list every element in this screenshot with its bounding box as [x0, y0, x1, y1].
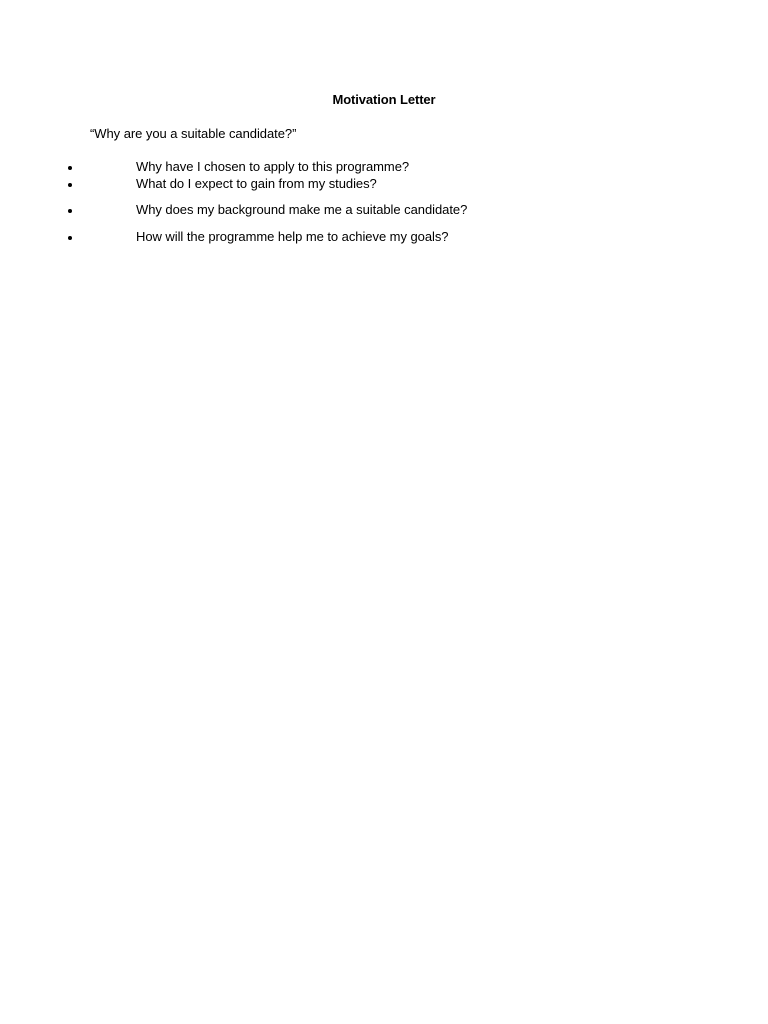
- list-item: [0, 159, 768, 175]
- list-item-text: How will the programme help me to achieve my goals?: [136, 229, 449, 244]
- document-subtitle: “Why are you a suitable candidate?”: [90, 126, 297, 141]
- list-item-text: Why does my background make me a suitable candidate?: [136, 202, 468, 217]
- bullet-icon: [68, 209, 72, 213]
- bullet-icon: [68, 236, 72, 240]
- document-title: Motivation Letter: [332, 92, 436, 107]
- list-item-text: Why have I chosen to apply to this programme?: [136, 159, 410, 174]
- list-item: [0, 176, 768, 192]
- bullet-icon: [68, 166, 72, 170]
- bullet-icon: [68, 183, 72, 187]
- list-item: [0, 229, 768, 245]
- list-item: [0, 202, 768, 218]
- list-item-text: What do I expect to gain from my studies?: [136, 176, 377, 191]
